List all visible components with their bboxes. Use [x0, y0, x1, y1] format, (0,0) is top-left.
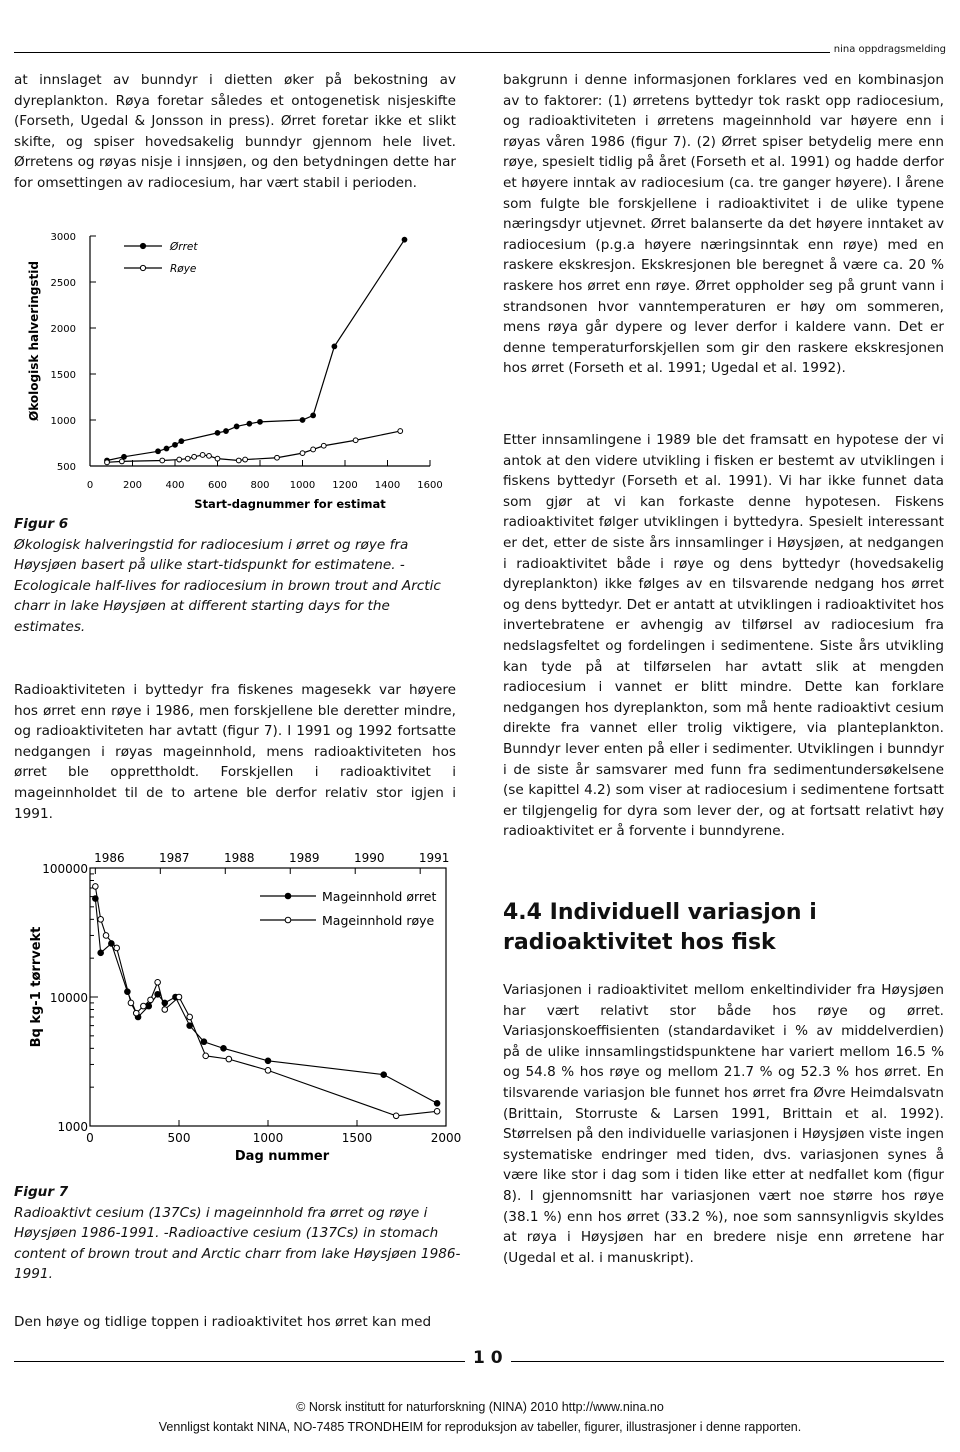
y-tick-label: 2000 — [50, 324, 76, 335]
data-point — [258, 419, 263, 424]
data-point — [122, 454, 127, 459]
data-point — [133, 1010, 139, 1016]
data-point — [311, 413, 316, 418]
data-point — [179, 439, 184, 444]
data-point — [201, 1039, 207, 1045]
data-point — [103, 933, 109, 939]
data-point — [98, 917, 104, 923]
year-label: 1986 — [94, 851, 125, 865]
x-axis-title: Start-dagnummer for estimat — [194, 497, 386, 511]
data-point — [215, 430, 220, 435]
footer-copyright: © Norsk institutt for naturforskning (NINA) 2010 http://www.nina.no — [296, 1400, 664, 1414]
data-point — [393, 1113, 399, 1119]
data-point — [192, 454, 197, 459]
data-point — [215, 456, 220, 461]
data-point — [203, 1053, 209, 1059]
data-point — [265, 1068, 271, 1074]
data-point — [381, 1072, 387, 1078]
year-label: 1989 — [288, 851, 320, 865]
x-tick-label: 400 — [165, 480, 185, 491]
figure-6-chart — [14, 216, 464, 512]
x-tick-label: 1000 — [289, 480, 316, 491]
y-tick-label: 1000 — [50, 416, 76, 427]
legend-label: Røye — [170, 263, 197, 275]
figure-7-title: Figur 7 — [14, 1184, 69, 1200]
x-tick-label: 500 — [167, 1131, 191, 1145]
footer-contact: Vennligst kontakt NINA, NO-7485 TRONDHEIM for reproduksjon av tabeller, figurer, illustrasjoner i denne rapporten. — [158, 1420, 802, 1434]
plot-frame — [90, 868, 446, 1126]
x-tick-label: 1000 — [252, 1131, 284, 1145]
data-point — [148, 997, 154, 1003]
data-point — [155, 980, 161, 986]
x-tick-label: 800 — [250, 480, 270, 491]
x-tick-label: 1500 — [341, 1131, 373, 1145]
data-point — [114, 945, 120, 951]
x-tick-label: 1600 — [417, 480, 443, 491]
right-paragraph-2: Etter innsamlingene i 1989 ble det framsatt en hypotese der vi antok at den videre utvikling i fisken er bestemt av utviklingen i fiskens byttedyr (Forseth et al. 1991). Vi har ikke funnet data som gjør at vi kan forkaste denne hypotesen. Fiskens radioaktivitet følger utviklingen i byttedyra. Spesielt interessant er det, etter de siste års innsamlinger i Høysjøen, at nedgangen i radioaktivitet både i røye og dens byttedyr (hovedsakelig dyreplankton) ikke følges av en tilsvarende nedgang hos ørret og dens byttedyr. Det er antatt at utviklingen i radioaktivitet hos invertebratene er avhengig av tilførsel av radiocesium fra nedslagsfeltet og fordelingen i sedimentene. Siste års utvikling kan tyde på at tilførselen har avtatt slik at mengden radiocesium i vannet er blitt mindre. Dette kan forklare nedgangen hos dyreplankton, som må hente radioaktivt cesium direkte fra vannet eller trolig viktigere, via planteplankton. Bunndyr lever enten på eller i sedimenter. Utviklingen i bunndyr i de siste år samsvarer med funn fra sedimentundersøkelsene (se kapittel 4.2) som viser at radiocesium i sedimentene fortsatt er tilgjengelig for dyra som lever der, og at fortsatt relativt høy radioaktivitet er å forvente i bunndyrene. — [503, 432, 944, 840]
y-axis-title: Bq kg-1 tørrvekt — [29, 926, 44, 1048]
data-point — [93, 884, 99, 890]
figure-6-caption-block — [14, 514, 464, 637]
data-point — [207, 453, 212, 458]
data-point — [146, 1003, 152, 1009]
legend-label: Mageinnhold ørret — [322, 889, 437, 904]
data-point — [160, 458, 165, 463]
year-label: 1987 — [159, 851, 190, 865]
data-point — [353, 438, 358, 443]
data-point — [187, 1023, 193, 1029]
y-tick-label: 100000 — [42, 862, 88, 876]
right-paragraph-3: Variasjonen i radioaktivitet mellom enkeltindivider fra Høysjøen har vært relativt stor både hos røye og ørret. Variasjonskoeffisienten (standardaviket i % av middelverdien) på de ulike innsamlingstidspunktene har variert mellom 16.5 % og 54.8 % hos røye og mellom 21.7 % og 52.3 % hos ørret. En tilsvarende variasjon ble funnet hos ørret fra Øvre Heimdalsvatn (Brittain, Storruste & Larsen 1991, Brittain et al. 1992). Størrelsen på den individuelle variasjonen i Høysjøen viste ingen systematiske endringer med tiden, dvs. variasjonen synes å være like stor i dag som i tiden like etter at nedfallet kom (figur 8). I gjennomsnitt har variasjonen vært noe større hos røye (38.1 %) enn hos ørret (33.2 %), noe som sannsynligvis skyldes at røya i Høysjøen har en bredere nisje enn ørretene har (Ugedal et al. i manuskript). — [503, 982, 944, 1266]
left-paragraph-3: Den høye og tidlige toppen i radioaktivitet hos ørret kan med — [14, 1314, 432, 1330]
series-line-roye — [107, 431, 400, 462]
x-tick-label: 200 — [122, 480, 143, 491]
figure-7-caption-block — [14, 1182, 464, 1285]
left-paragraph-1: at innslaget av bunndyr i dietten øker på bekostning av dyreplankton. Røya foretar således et ontogenetisk nisjeskifte (Forseth, Ugedal & Jonsson in press). Ørret foretar ikke et slikt skifte, og spiser hovedsakelig bunndyr gjennom hele livet. Ørretens og røyas nisje i innsjøen, og den betydningen dette har for omsettingen av radiocesium, har vært stabil i perioden. — [14, 72, 456, 191]
page-number: 1 0 — [465, 1348, 511, 1368]
x-tick-label: 0 — [86, 480, 94, 491]
year-label: 1990 — [353, 851, 385, 865]
x-tick-label: 1400 — [374, 480, 401, 491]
data-point — [119, 459, 124, 464]
figure-7-caption: Radioaktivt cesium (137Cs) i mageinnhold fra ørret og røye i Høysjøen 1986-1991. -Radioactive cesium (137Cs) in stomach content of brown trout and Arctic charr from lake Høysjøen 1986-1991. — [14, 1204, 461, 1282]
data-point — [434, 1109, 440, 1115]
x-tick-label: 1200 — [332, 480, 358, 491]
legend-label: Ørret — [170, 241, 198, 253]
data-point — [221, 1046, 227, 1052]
legend-marker — [285, 893, 291, 899]
data-point — [226, 1056, 232, 1062]
x-tick-label: 0 — [86, 1131, 94, 1145]
legend-marker — [285, 917, 291, 923]
y-tick-label: 1500 — [50, 370, 76, 381]
data-point — [300, 418, 305, 423]
legend-marker — [140, 243, 145, 248]
data-point — [185, 456, 190, 461]
data-point — [275, 455, 280, 460]
data-point — [224, 429, 229, 434]
data-point — [321, 443, 326, 448]
data-point — [247, 421, 252, 426]
y-tick-label: 1000 — [57, 1120, 88, 1134]
data-point — [177, 457, 182, 462]
series-line-orret — [107, 240, 405, 461]
data-point — [155, 991, 161, 997]
data-point — [236, 458, 241, 463]
data-point — [402, 237, 407, 242]
year-label: 1991 — [418, 851, 450, 865]
data-point — [128, 1000, 134, 1006]
data-point — [200, 453, 205, 458]
data-point — [173, 442, 178, 447]
data-point — [98, 950, 104, 956]
y-tick-label: 3000 — [50, 232, 76, 243]
data-point — [311, 447, 316, 452]
figure-7-chart — [14, 846, 464, 1166]
data-point — [265, 1058, 271, 1064]
right-paragraph-1: bakgrunn i denne informasjonen forklares ved en kombinasjon av to faktorer: (1) ørretens byttedyr tok raskt opp radiocesium, og radioaktiviteten i ørretens mageinnhold var høyere enn i røyas våren 1986 (figur 7). (2) Ørret spiser betydelig mere enn røye, spesielt tidlig på året (Forseth et al. 1991) og hadde derfor et høyere inntak av radiocesium (ca. tre ganger høyere). I årene som fulgte ble forskjellene i radioaktivitet i de ulike typene næringsdyr utjevnet. Ørret balanserte da det høyere inntaket av radiocesium (p.g.a høyere næringsinntak enn røye) med en raskere ekskresjon. Ekskresjonen ble beregnet å være ca. 20 % raskere hos ørret enn røye. Ørret oppholder seg på grunt vann i strandsonen hvor vanntemperaturen er høy om sommeren, mens røya går dypere og lever derfor i kaldere vann. Det er denne temperaturforskjellen som gir den raskere ekskresjonen hos ørret (Forseth et al. 1991; Ugedal et al. 1992). — [503, 72, 944, 377]
left-paragraph-2: Radioaktiviteten i byttedyr fra fiskenes magesekk var høyere hos ørret enn røye i 1986, men forskjellene ble deretter mindre, og radioaktiviteten har avtatt (figur 7). I 1991 og 1992 fortsatte nedgangen i røyas mageinnhold, mens radioaktiviteten hos ørret ble opprettholdt. Forskjellen i radioaktivitet i mageinnholdet til de to artene ble derfor relativ stor igjen i 1991. — [14, 682, 456, 822]
x-tick-label: 2000 — [430, 1131, 462, 1145]
data-point — [300, 451, 305, 456]
y-tick-label: 500 — [56, 462, 76, 473]
data-point — [176, 994, 182, 1000]
year-label: 1988 — [224, 851, 255, 865]
y-tick-label: 2500 — [50, 278, 76, 289]
data-point — [141, 1003, 147, 1009]
x-axis-title: Dag nummer — [234, 1149, 330, 1164]
y-axis-title: Økologisk halveringstid — [27, 261, 41, 421]
x-tick-label: 600 — [207, 480, 228, 491]
data-point — [164, 446, 169, 451]
header-tag: nina oppdragsmelding — [830, 44, 946, 55]
data-point — [156, 449, 161, 454]
legend-marker — [140, 265, 145, 270]
data-point — [243, 457, 248, 462]
data-point — [434, 1100, 440, 1106]
legend-label: Mageinnhold røye — [322, 913, 435, 928]
section-title: 4.4 Individuell variasjon i radioaktivitet hos fisk — [503, 900, 817, 955]
figure-6-title: Figur 6 — [14, 516, 69, 532]
data-point — [187, 1014, 193, 1020]
data-point — [398, 429, 403, 434]
data-point — [332, 344, 337, 349]
data-point — [234, 424, 239, 429]
data-point — [105, 460, 110, 465]
header-rule — [14, 52, 944, 53]
figure-6-caption: Økologisk halveringstid for radiocesium i ørret og røye fra Høysjøen basert på ulike start-tidspunkt for estimatene. -Ecologicale half-lives for radiocesium in brown trout and Arctic charr in lake Høysjøen at different starting days for the estimates. — [14, 536, 441, 635]
y-tick-label: 10000 — [49, 991, 88, 1005]
data-point — [162, 1007, 168, 1013]
